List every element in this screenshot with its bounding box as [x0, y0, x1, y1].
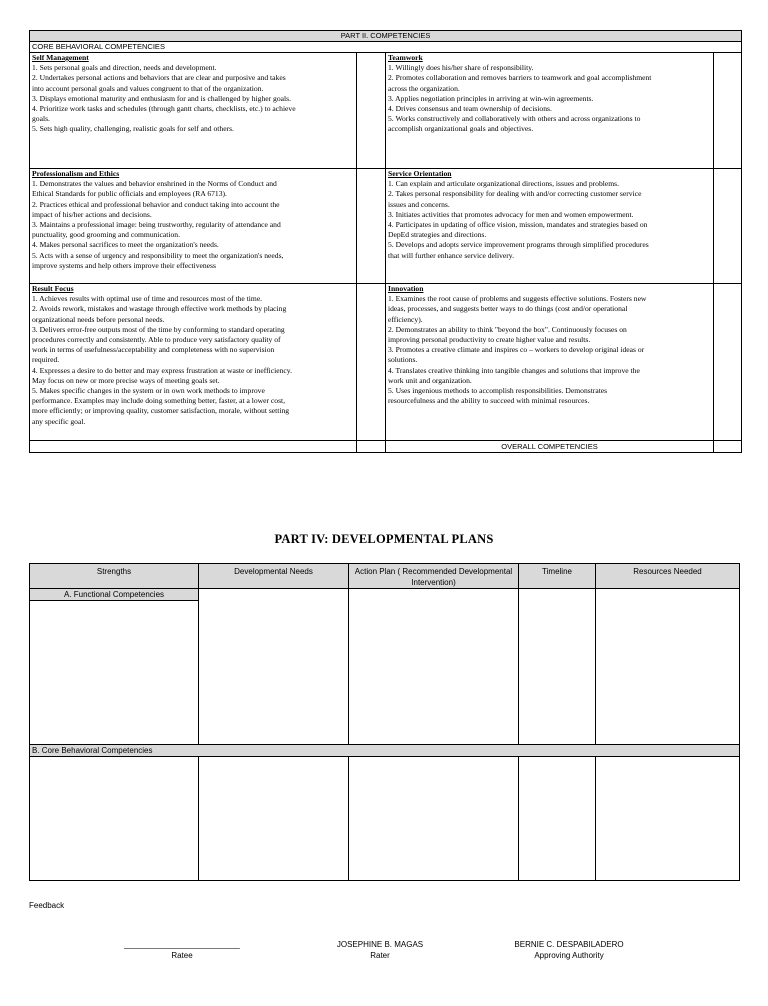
competency-indicator: 5. Sets high quality, challenging, realistic goals for self and others.	[32, 124, 234, 134]
competency-indicator: DepEd strategies and directions.	[388, 230, 487, 240]
part4-title: PART IV: DEVELOPMENTAL PLANS	[274, 532, 494, 546]
competency-indicator: improve systems and help others improve their effectiveness	[32, 260, 216, 270]
competency-indicator: required.	[32, 355, 60, 365]
core-action-plan-cell[interactable]	[349, 757, 519, 881]
professionalism-ethics-cell	[30, 169, 357, 284]
competency-indicator: that will further enhance service delivery.	[388, 250, 515, 260]
rating-cell[interactable]	[357, 169, 386, 284]
rating-cell[interactable]	[357, 284, 386, 441]
teamwork-cell	[386, 53, 714, 169]
competency-title: Self Management	[32, 53, 89, 62]
functional-strengths-cell[interactable]	[30, 601, 199, 745]
competency-title: Innovation	[388, 284, 424, 293]
competency-indicator: 3. Promotes a creative climate and inspires co – workers to develop original ideas or	[388, 345, 645, 355]
competency-indicator: 4. Translates creative thinking into tangible changes and solutions that improve the	[388, 365, 640, 375]
competency-indicator: Ethical Standards for public officials and employees (RA 6713).	[32, 189, 227, 199]
rating-cell[interactable]	[357, 53, 386, 169]
rating-cell[interactable]	[714, 53, 742, 169]
competency-indicator: solutions.	[388, 355, 418, 365]
competency-indicator: 3. Applies negotiation principles in arriving at win-win agreements.	[388, 93, 594, 103]
core-resources-cell[interactable]	[596, 757, 740, 881]
developmental-needs-header: Developmental Needs	[199, 564, 349, 589]
part2-header: PART II. COMPETENCIES	[30, 31, 742, 42]
competency-indicator: 1. Achieves results with optimal use of time and resources most of the time.	[32, 294, 263, 304]
competency-title: Teamwork	[388, 53, 423, 62]
functional-resources-cell[interactable]	[596, 589, 740, 745]
competency-indicator: 5. Develops and adopts service improvement programs through simplified procedures	[388, 240, 649, 250]
strengths-header: Strengths	[30, 564, 199, 589]
competency-indicator: 2. Practices ethical and professional behavior and conduct taking into account the	[32, 199, 280, 209]
core-strengths-cell[interactable]	[30, 757, 199, 881]
competency-indicator: 2. Demonstrates an ability to think "beyond the box". Continuously focuses on	[388, 324, 627, 334]
competency-indicator: 4. Makes personal sacrifices to meet the organization's needs.	[32, 240, 219, 250]
competency-indicator: 4. Drives consensus and team ownership of decisions.	[388, 104, 552, 114]
rater-name: JOSEPHINE B. MAGAS	[336, 940, 424, 949]
competency-indicator: 4. Expresses a desire to do better and may express frustration at waste or inefficiency.	[32, 365, 292, 375]
core-timeline-cell[interactable]	[519, 757, 596, 881]
action-plan-header: Action Plan ( Recommended Developmental Intervention)	[349, 564, 519, 589]
competency-indicator: 5. Makes specific changes in the system or in own work methods to improve	[32, 386, 265, 396]
competency-indicator: into account personal goals and values congruent to that of the organization.	[32, 83, 264, 93]
competency-indicator: accomplish organizational goals and objectives.	[388, 124, 534, 134]
competency-indicator: 5. Uses ingenious methods to accomplish responsibilities. Demonstrates	[388, 386, 608, 396]
competency-indicator: impact of his/her actions and decisions.	[32, 209, 152, 219]
competency-indicator: work in terms of usefulness/acceptability and completeness with no supervision	[32, 345, 275, 355]
feedback-label: Feedback	[29, 901, 65, 910]
competency-indicator: May focus on new or more precise ways of meeting goals set.	[32, 375, 220, 385]
developmental-plans-table	[29, 563, 740, 881]
blank-cell	[30, 441, 357, 453]
resources-needed-header: Resources Needed	[596, 564, 740, 589]
self-management-cell	[30, 53, 357, 169]
competency-indicator: goals.	[32, 114, 50, 124]
competency-title: Result Focus	[32, 284, 74, 293]
competency-indicator: procedures correctly and consistently. Able to produce very satisfactory quality of	[32, 335, 281, 345]
competency-indicator: 1. Examines the root cause of problems and suggests effective solutions. Fosters new	[388, 294, 647, 304]
competency-indicator: improving personal productivity to create higher value and results.	[388, 335, 591, 345]
competency-indicator: 2. Promotes collaboration and removes barriers to teamwork and goal accomplishment	[388, 73, 652, 83]
competency-indicator: 1. Can explain and articulate organizational directions, issues and problems.	[388, 179, 619, 189]
competency-indicator: any specific goal.	[32, 416, 86, 426]
service-orientation-cell	[386, 169, 714, 284]
core-needs-cell[interactable]	[199, 757, 349, 881]
competency-indicator: efficiency).	[388, 314, 423, 324]
competency-indicator: resourcefulness and the ability to succeed with minimal resources.	[388, 396, 590, 406]
rating-cell[interactable]	[714, 169, 742, 284]
ratee-label: Ratee	[171, 951, 193, 960]
competency-indicator: across the organization.	[388, 83, 460, 93]
competency-indicator: 1. Demonstrates the values and behavior enshrined in the Norms of Conduct and	[32, 179, 277, 189]
competency-indicator: 2. Undertakes personal actions and behaviors that are clear and purposive and takes	[32, 73, 286, 83]
competency-indicator: 3. Initiates activities that promotes advocacy for men and women empowerment.	[388, 209, 634, 219]
competency-indicator: 1. Sets personal goals and direction, needs and development.	[32, 63, 217, 73]
competency-indicator: performance. Examples may include doing something better, faster, at a lower cost,	[32, 396, 286, 406]
approving-authority-label: Approving Authority	[534, 951, 604, 960]
competency-indicator: punctuality, good grooming and communication.	[32, 230, 180, 240]
ratee-signature-line: __________________________	[124, 940, 240, 949]
competency-indicator: 4. Participates in updating of office vision, mission, mandates and strategies based on	[388, 220, 648, 230]
competency-indicator: 3. Displays emotional maturity and enthusiasm for and is challenged by higher goals.	[32, 93, 291, 103]
competency-title: Service Orientation	[388, 169, 452, 178]
competency-indicator: 2. Avoids rework, mistakes and wastage through effective work methods by placing	[32, 304, 287, 314]
competency-indicator: more efficiently; or improving quality, customer satisfaction, morale, without setting	[32, 406, 290, 416]
functional-timeline-cell[interactable]	[519, 589, 596, 745]
approving-authority-name: BERNIE C. DESPABILADERO	[514, 940, 624, 949]
competency-indicator: issues and concerns.	[388, 199, 450, 209]
functional-action-plan-cell[interactable]	[349, 589, 519, 745]
rater-label: Rater	[370, 951, 390, 960]
competencies-table	[29, 30, 742, 453]
competency-indicator: ideas, processes, and suggests better ways to do things (cost and/or operational	[388, 304, 628, 314]
overall-competencies-label: OVERALL COMPETENCIES	[386, 441, 714, 453]
competency-title: Professionalism and Ethics	[32, 169, 120, 178]
competency-indicator: 3. Maintains a professional image: being trustworthy, regularity of attendance and	[32, 220, 281, 230]
core-behavioral-header: CORE BEHAVIORAL COMPETENCIES	[30, 42, 742, 53]
competency-indicator: 2. Takes personal responsibility for dealing with and/or correcting customer service	[388, 189, 642, 199]
timeline-header: Timeline	[519, 564, 596, 589]
competency-indicator: 5. Acts with a sense of urgency and responsibility to meet the organization's needs,	[32, 250, 284, 260]
innovation-cell	[386, 284, 714, 441]
competency-indicator: 3. Delivers error-free outputs most of the time by conforming to standard operating	[32, 324, 285, 334]
core-behavioral-competencies-label: B. Core Behavioral Competencies	[30, 745, 740, 757]
competency-indicator: 5. Works constructively and collaboratively with others and across organizations to	[388, 114, 641, 124]
functional-needs-cell[interactable]	[199, 589, 349, 745]
competency-indicator: 4. Prioritize work tasks and schedules (through gantt charts, checklists, etc.) to achieve	[32, 104, 296, 114]
competency-indicator: 1. Willingly does his/her share of responsibility.	[388, 63, 534, 73]
result-focus-cell	[30, 284, 357, 441]
rating-cell[interactable]	[714, 284, 742, 441]
blank-cell	[357, 441, 386, 453]
functional-competencies-label: A. Functional Competencies	[30, 589, 199, 601]
competency-indicator: work unit and organization.	[388, 375, 472, 385]
competency-indicator: organizational needs before personal needs.	[32, 314, 165, 324]
overall-rating-cell[interactable]	[714, 441, 742, 453]
